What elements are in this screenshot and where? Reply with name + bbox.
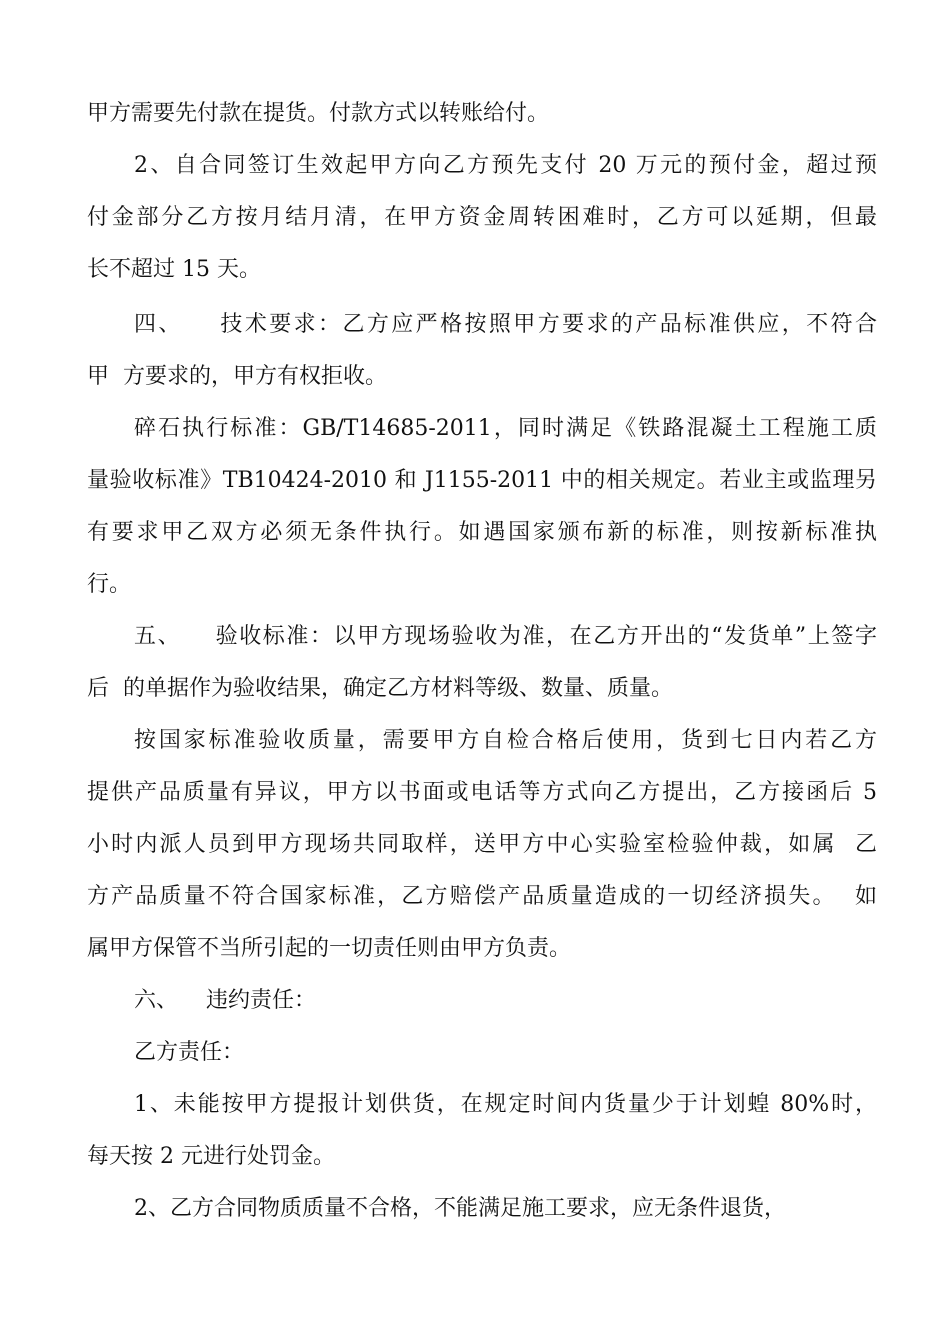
text-line: 长不超过 15 天。 bbox=[87, 257, 261, 282]
section-heading: 四、 技术要求：乙方应严格按照甲方要求的产品标准供应，不符合 bbox=[134, 312, 877, 337]
text-line: 甲 方要求的，甲方有权拒收。 bbox=[87, 364, 387, 389]
text-line: 量验收标准》TB10424-2010 和 J1155-2011 中的相关规定。若业主或监理另 bbox=[87, 468, 877, 493]
text-line: 甲方需要先付款在提货。付款方式以转账给付。 bbox=[87, 101, 550, 126]
text-line: 每天按 2 元进行处罚金。 bbox=[87, 1144, 335, 1169]
section-heading: 五、 验收标准：以甲方现场验收为准，在乙方开出的“发货单”上签字 bbox=[134, 624, 877, 649]
text-line: 小时内派人员到甲方现场共同取样，送甲方中心实验室检验仲裁，如属 乙 bbox=[87, 832, 877, 857]
text-line: 2、自合同签订生效起甲方向乙方预先支付 20 万元的预付金，超过预 bbox=[134, 153, 877, 178]
text-line: 属甲方保管不当所引起的一切责任则由甲方负责。 bbox=[87, 936, 572, 961]
text-line: 有要求甲乙双方必须无条件执行。如遇国家颁布新的标准，则按新标准执 bbox=[87, 520, 877, 545]
text-line: 付金部分乙方按月结月清，在甲方资金周转困难时，乙方可以延期，但最 bbox=[87, 205, 877, 230]
text-line: 提供产品质量有异议，甲方以书面或电话等方式向乙方提出，乙方接函后 5 bbox=[87, 780, 877, 805]
text-line: 乙方责任： bbox=[134, 1040, 245, 1065]
text-line: 2、乙方合同物质质量不合格，不能满足施工要求，应无条件退货， bbox=[134, 1196, 786, 1221]
text-line: 后 的单据作为验收结果，确定乙方材料等级、数量、质量。 bbox=[87, 676, 673, 701]
text-line: 方产品质量不符合国家标准，乙方赔偿产品质量造成的一切经济损失。 如 bbox=[87, 884, 877, 909]
text-line: 行。 bbox=[87, 572, 132, 597]
text-line: 1、未能按甲方提报计划供货，在规定时间内货量少于计划蝗 80%时， bbox=[134, 1092, 877, 1117]
text-line: 按国家标准验收质量，需要甲方自检合格后使用，货到七日内若乙方 bbox=[134, 728, 877, 753]
text-line: 碎石执行标准：GB/T14685-2011，同时满足《铁路混凝土工程施工质 bbox=[134, 416, 877, 441]
section-heading: 六、 违约责任： bbox=[134, 988, 316, 1013]
